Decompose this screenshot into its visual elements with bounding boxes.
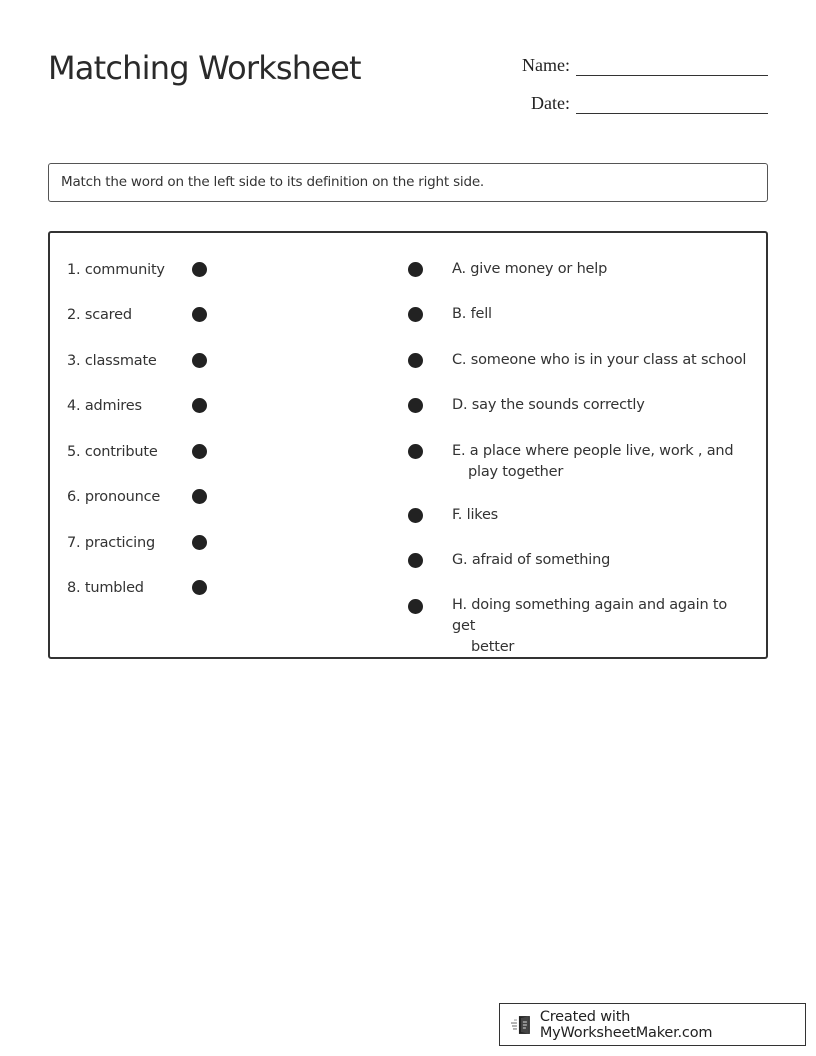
date-label: Date: xyxy=(531,93,570,113)
definition-dot-icon[interactable] xyxy=(408,307,423,322)
definition-dot-icon[interactable] xyxy=(408,444,423,459)
date-field xyxy=(516,90,768,114)
word-item: 8. tumbled xyxy=(67,580,144,596)
footer-credit-badge[interactable] xyxy=(499,1003,806,1046)
matching-box xyxy=(48,231,768,659)
word-item: 3. classmate xyxy=(67,353,157,369)
definition-label: C. someone who is in your class at school xyxy=(452,352,747,368)
definition-label: A. give money or help xyxy=(452,261,608,277)
definition-label: G. afraid of something xyxy=(452,552,611,568)
instructions-box: Match the word on the left side to its definition on the right side. xyxy=(48,163,768,202)
date-blank-line[interactable] xyxy=(576,90,768,114)
definition-item xyxy=(452,595,752,658)
definition-label: F. likes xyxy=(452,507,499,523)
definition-dot-icon[interactable] xyxy=(408,262,423,277)
footer-text: Created with MyWorksheetMaker.com xyxy=(539,1008,713,1041)
definition-item xyxy=(452,550,752,571)
definition-continuation: play together xyxy=(468,464,564,480)
definition-dot-icon[interactable] xyxy=(408,599,423,614)
word-item: 7. practicing xyxy=(67,535,155,551)
word-dot-icon[interactable] xyxy=(192,444,207,459)
word-dot-icon[interactable] xyxy=(192,489,207,504)
word-item: 4. admires xyxy=(67,398,142,414)
name-label: Name: xyxy=(522,55,570,75)
definition-dot-icon[interactable] xyxy=(408,508,423,523)
definition-dot-icon[interactable] xyxy=(408,398,423,413)
word-dot-icon[interactable] xyxy=(192,535,207,550)
name-blank-line[interactable] xyxy=(576,52,768,76)
word-dot-icon[interactable] xyxy=(192,307,207,322)
word-item: 1. community xyxy=(67,262,165,278)
definition-label: B. fell xyxy=(452,306,492,322)
definition-item xyxy=(452,395,752,416)
definition-item xyxy=(452,441,752,483)
definition-label: H. doing something again and again to get xyxy=(452,597,728,634)
word-dot-icon[interactable] xyxy=(192,398,207,413)
word-dot-icon[interactable] xyxy=(192,262,207,277)
definition-continuation: better xyxy=(471,639,515,655)
word-item: 2. scared xyxy=(67,307,132,323)
definition-label: D. say the sounds correctly xyxy=(452,397,645,413)
definition-dot-icon[interactable] xyxy=(408,553,423,568)
word-item: 6. pronounce xyxy=(67,489,161,505)
word-dot-icon[interactable] xyxy=(192,353,207,368)
definition-item xyxy=(452,304,752,325)
definition-label: E. a place where people live, work , and xyxy=(452,443,734,459)
word-item: 5. contribute xyxy=(67,444,158,460)
definition-item xyxy=(452,505,752,526)
definition-item xyxy=(452,350,752,371)
page-title: Matching Worksheet xyxy=(48,49,361,87)
worksheet-maker-logo-icon xyxy=(510,1014,534,1036)
definition-item xyxy=(452,259,752,280)
word-dot-icon[interactable] xyxy=(192,580,207,595)
definition-dot-icon[interactable] xyxy=(408,353,423,368)
name-field xyxy=(516,52,768,76)
